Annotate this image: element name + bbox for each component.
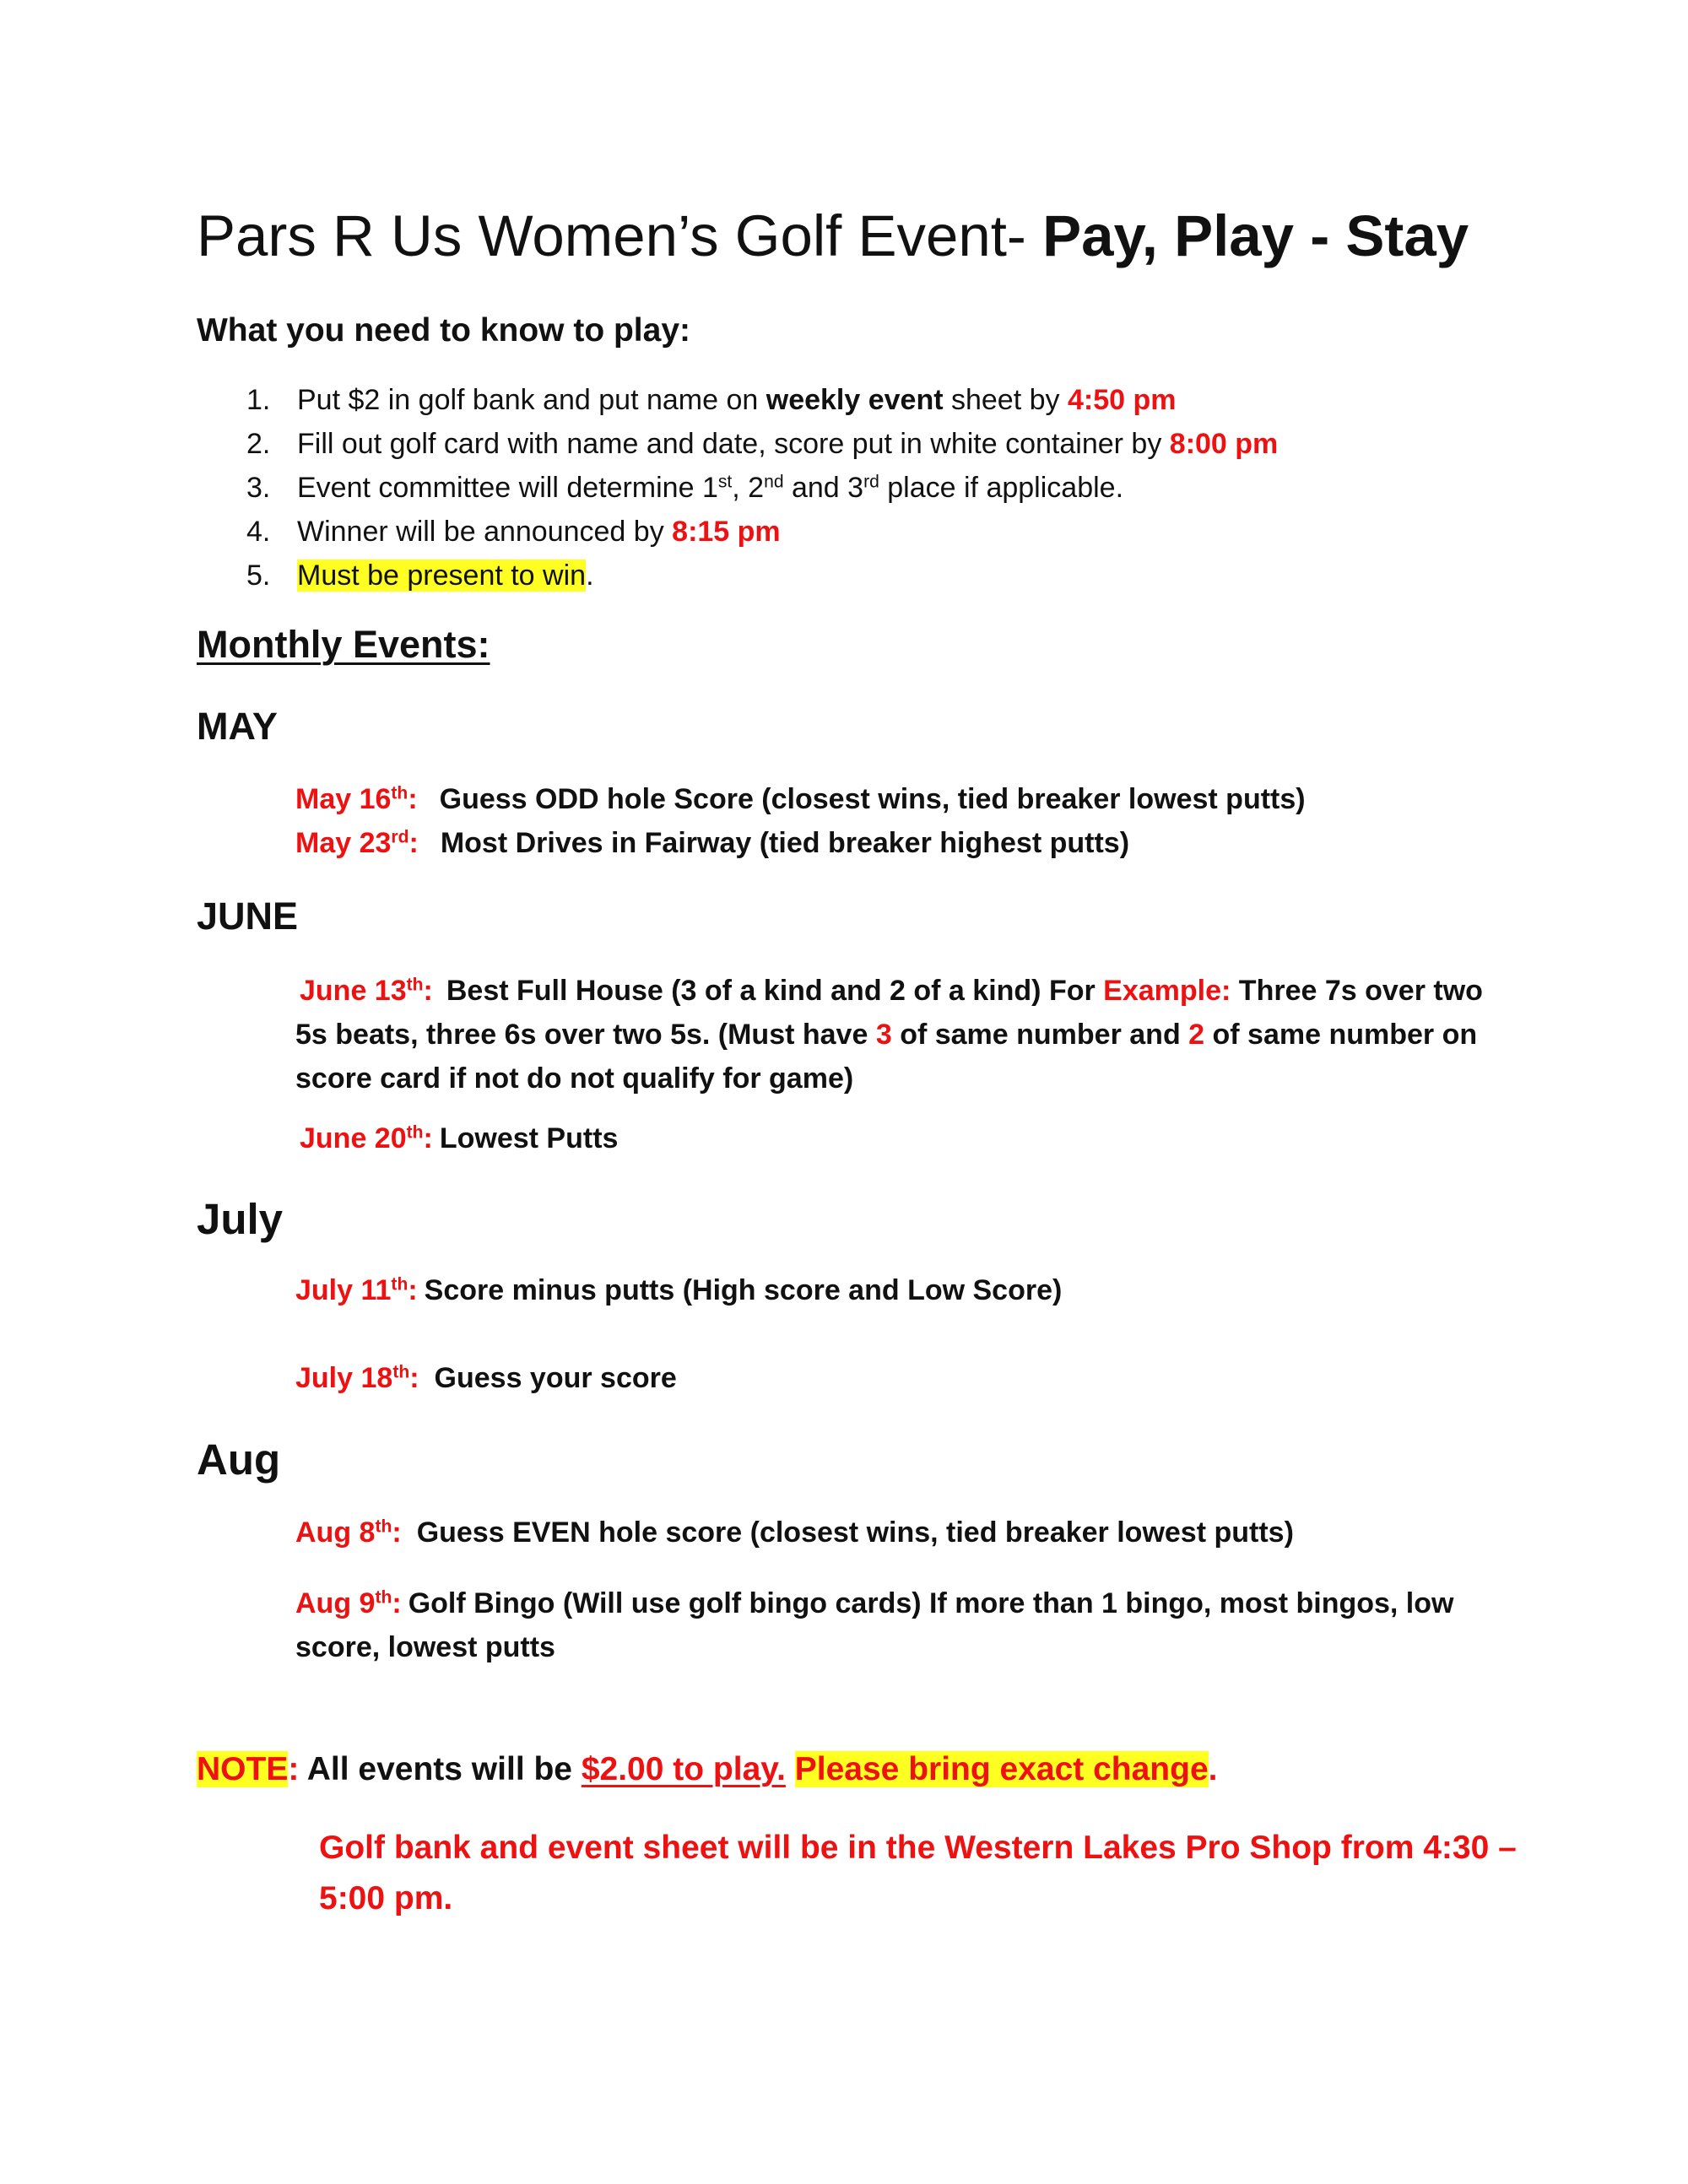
- event-description: Most Drives in Fairway (tied breaker highest putts): [440, 827, 1130, 859]
- deadline-time: 8:15 pm: [672, 516, 781, 548]
- list-item: [246, 516, 781, 549]
- list-item: [246, 384, 1176, 417]
- highlighted-text: Must be present to win: [297, 560, 587, 592]
- superscript: rd: [863, 472, 879, 492]
- event-date: Aug 9th:: [295, 1587, 402, 1619]
- event-item: [295, 1516, 1294, 1549]
- list-text: Fill out golf card with name and date, score put in white container by: [297, 428, 1170, 460]
- monthly-events-heading: Monthly Events:: [197, 623, 490, 666]
- list-number: 3.: [246, 472, 271, 504]
- list-number: 4.: [246, 516, 271, 548]
- event-item: [295, 827, 1129, 860]
- note-line: [197, 1751, 1217, 1788]
- event-description: Best Full House (3 of a kind and 2 of a kind) For: [446, 975, 1104, 1007]
- deadline-time: 4:50 pm: [1067, 384, 1177, 416]
- event-description: Guess ODD hole Score (closest wins, tied breaker lowest putts): [439, 783, 1306, 815]
- section-subheading: What you need to know to play:: [197, 312, 690, 349]
- superscript: nd: [764, 472, 784, 492]
- event-item: [295, 969, 1502, 1100]
- event-date: Aug 8th:: [295, 1516, 402, 1549]
- list-text: sheet by: [943, 384, 1068, 416]
- deadline-time: 8:00 pm: [1169, 428, 1279, 460]
- event-date: May 16th:: [295, 783, 418, 815]
- highlight-number: 2: [1188, 1019, 1205, 1051]
- superscript: st: [717, 472, 733, 492]
- event-date: July 18th:: [295, 1362, 419, 1394]
- event-description: of same number on score card if not do not qualify for game): [295, 1019, 1478, 1095]
- list-text: .: [586, 560, 594, 592]
- list-item: [246, 428, 1278, 461]
- event-description: of same number and: [891, 1019, 1189, 1051]
- list-item: [246, 472, 1123, 505]
- event-item: [295, 1362, 677, 1395]
- list-number: 5.: [246, 560, 271, 592]
- exact-change-text: Please bring exact change: [794, 1751, 1209, 1787]
- list-number: 2.: [246, 428, 271, 460]
- list-text: Put $2 in golf bank and put name on: [297, 384, 766, 416]
- event-date: May 23rd:: [295, 827, 419, 859]
- event-description: Three 7s over two 5s beats, three 6s over two 5s. (Must have: [295, 975, 1483, 1051]
- list-number: 1.: [246, 384, 271, 416]
- list-text-bold: weekly event: [766, 384, 944, 416]
- list-text: , 2: [732, 472, 765, 504]
- list-text: and 3: [783, 472, 864, 504]
- event-description: Lowest Putts: [439, 1122, 619, 1154]
- event-item: [295, 1122, 618, 1155]
- list-text: Event committee will determine 1: [297, 472, 718, 504]
- event-description: Guess your score: [434, 1362, 677, 1394]
- list-item: [246, 560, 594, 592]
- list-text: Winner will be announced by: [297, 516, 673, 548]
- note-period: .: [1208, 1751, 1218, 1787]
- event-description: Score minus putts (High score and Low Score): [424, 1274, 1063, 1306]
- list-text: place if applicable.: [879, 472, 1124, 504]
- price-text: $2.00 to play.: [581, 1751, 786, 1787]
- title-bold: Pay, Play - Stay: [1042, 203, 1469, 268]
- event-date: June 20th:: [300, 1122, 433, 1154]
- pro-shop-info: Golf bank and event sheet will be in the Western Lakes Pro Shop from 4:30 – 5:00 pm.: [319, 1830, 1517, 1916]
- event-item: [295, 783, 1306, 816]
- note-label: NOTE: [197, 1751, 289, 1787]
- title-normal: Pars R Us Women’s Golf Event-: [197, 203, 1043, 268]
- highlight-number: 3: [875, 1019, 892, 1051]
- event-date: July 11th:: [295, 1274, 418, 1306]
- event-description: Golf Bingo (Will use golf bingo cards) If more than 1 bingo, most bingos, low score, lowest putts: [295, 1587, 1454, 1663]
- month-heading-june: JUNE: [197, 895, 299, 938]
- month-heading-may: MAY: [197, 705, 278, 748]
- month-heading-aug: Aug: [197, 1435, 281, 1484]
- event-description: Guess EVEN hole score (closest wins, tied breaker lowest putts): [416, 1516, 1294, 1549]
- event-item: [295, 1274, 1062, 1307]
- event-date: June 13th:: [300, 975, 433, 1007]
- example-label: Example:: [1103, 975, 1231, 1007]
- event-item: [295, 1581, 1502, 1669]
- month-heading-july: July: [197, 1195, 284, 1243]
- note-colon: :: [288, 1751, 300, 1787]
- note-text: All events will be: [299, 1751, 582, 1787]
- page-title: [197, 203, 1469, 269]
